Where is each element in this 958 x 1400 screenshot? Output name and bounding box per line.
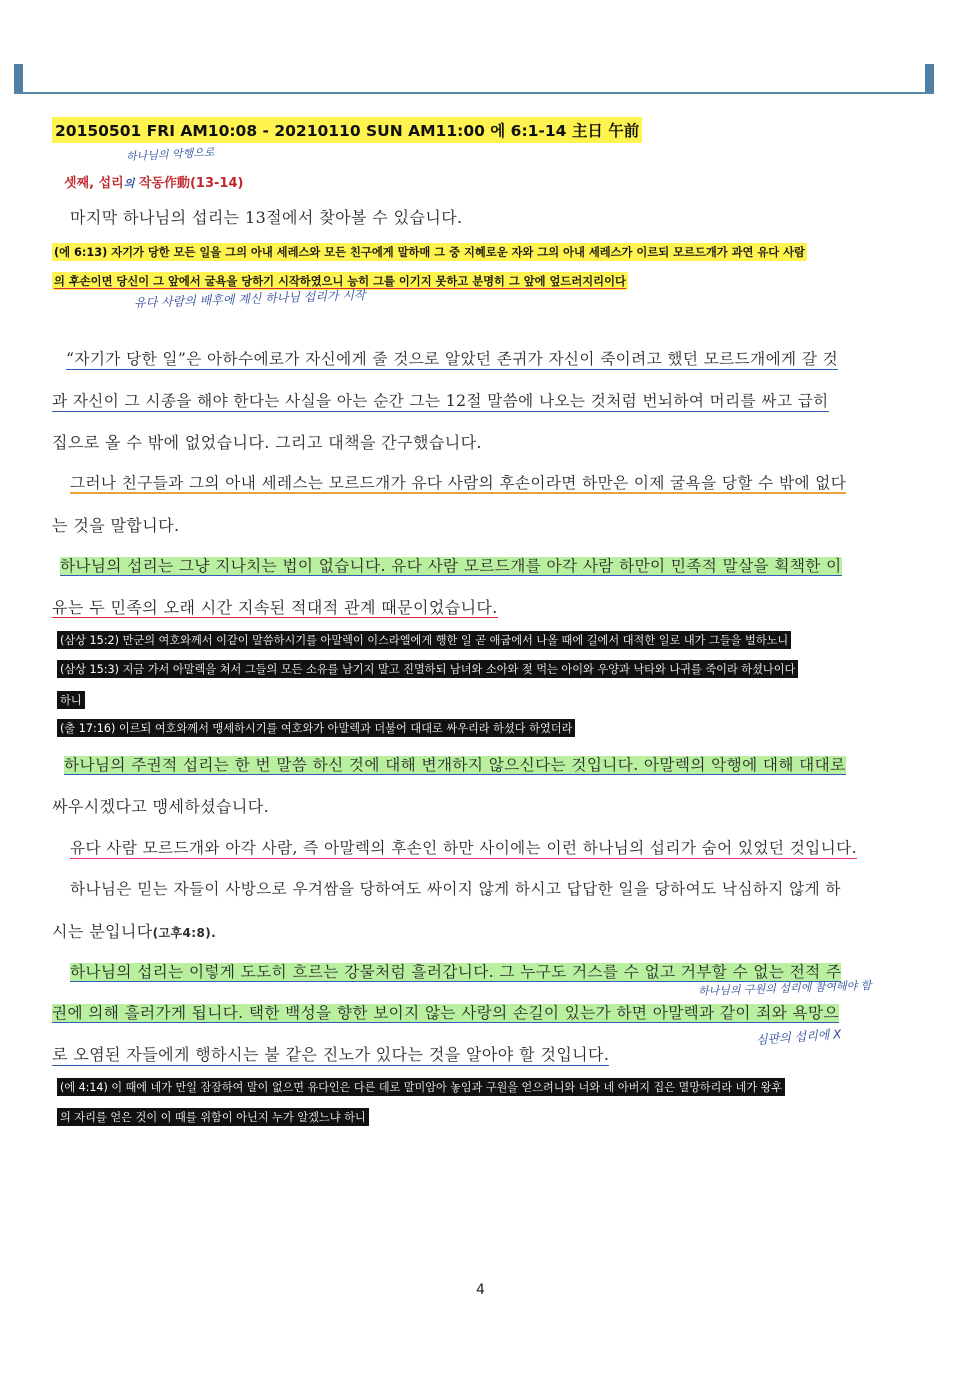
paragraph-7-ref: (고후4:8). xyxy=(152,926,217,940)
verse-esther-6-13-line1: (에 6:13) 자기가 당한 모든 일을 그의 아내 세레스와 모든 친구에게 말하매 그 중 지혜로운 자와 그의 아내 세레스가 이르되 모르드개가 과연 유다 사람 xyxy=(52,243,807,261)
paragraph-8-line3: 로 오염된 자들에게 행하시는 불 같은 진노가 있다는 것을 알아야 할 것입니다. xyxy=(52,1042,609,1066)
paragraph-4-line2-text: 유는 두 민족의 오래 시간 지속된 적대적 관계 때문이었습니다. xyxy=(52,598,498,617)
document-title: 20150501 FRI AM10:08 - 20210110 SUN AM11:00 에 6:1-14 主日 午前 xyxy=(52,117,642,143)
paragraph-6: 유다 사람 모르드개와 아각 사람, 즉 아말렉의 후손인 하만 사이에는 이런 하나님의 섭리가 숨어 있었던 것입니다. xyxy=(70,836,857,859)
paragraph-5-line1 xyxy=(64,753,846,775)
verse-1sam-15-3-end: 하니 xyxy=(57,691,85,709)
paragraph-7-line2-text: 시는 분입니다 xyxy=(52,922,153,941)
paragraph-1: 마지막 하나님의 섭리는 13절에서 찾아볼 수 있습니다. xyxy=(70,208,463,227)
paragraph-3-line2: 는 것을 말합니다. xyxy=(52,516,180,535)
section-heading-note: 의 xyxy=(123,177,135,190)
verse-exodus-17-16: (출 17:16) 이르되 여호와께서 맹세하시기를 여호와가 아말렉과 더불어 대대로 싸우리라 하셨다 하였더라 xyxy=(57,719,575,737)
header-tab-left xyxy=(14,64,23,94)
handwritten-note-3: 심판의 섭리에 X xyxy=(755,1027,842,1047)
verse-esther-4-14-line2: 의 자리를 얻은 것이 이 때를 위함이 아닌지 누가 알겠느냐 하니 xyxy=(57,1108,369,1126)
paragraph-2-line3: 집으로 올 수 밖에 없었습니다. 그리고 대책을 간구했습니다. xyxy=(52,433,482,452)
paragraph-2-line2: 과 자신이 그 시종을 해야 한다는 사실을 아는 순간 그는 12절 말씀에 나오는 것처럼 번뇌하여 머리를 싸고 급히 xyxy=(52,389,829,412)
paragraph-7-line2 xyxy=(52,919,216,942)
paragraph-8-line2 xyxy=(52,1001,839,1023)
verse-1sam-15-2: (삼상 15:2) 만군의 여호와께서 이같이 말씀하시기를 아말렉이 이스라엘에게 행한 일 곧 애굽에서 나올 때에 길에서 대적한 일로 내가 그들을 벌하노니 xyxy=(57,631,791,649)
paragraph-7-line1: 하나님은 믿는 자들이 사방으로 우겨쌈을 당하여도 싸이지 않게 하시고 답답한 일을 당하여도 낙심하지 않게 하 xyxy=(70,880,841,898)
paragraph-3-line1-text: 그러나 친구들과 그의 아내 세레스는 모르드개가 유다 사람의 후손이라면 하만은 이제 굴욕을 당할 수 밖에 없다 xyxy=(70,474,847,492)
paragraph-3-line1 xyxy=(70,471,846,493)
handwritten-note-heading: 하나님의 악행으로 xyxy=(125,145,215,164)
header-rule xyxy=(14,92,934,94)
page-number: 4 xyxy=(476,1282,485,1298)
handwritten-note-2: 하나님의 구원의 섭리에 참여해야 함 xyxy=(697,978,872,999)
verse-esther-6-13-line2-text: 의 후손이면 당신이 그 앞에서 굴욕을 당하기 시작하였으니 능히 그를 이기지 못하고 분명히 그 앞에 엎드러지리이다 xyxy=(54,275,626,288)
paragraph-5-line1-text: 하나님의 주권적 섭리는 한 번 말씀 하신 것에 대해 변개하지 않으신다는 것입니다. 아말렉의 악행에 대해 대대로 xyxy=(64,756,846,774)
paragraph-4-line2 xyxy=(52,595,498,618)
verse-esther-4-14-line1: (에 4:14) 이 때에 네가 만일 잠잠하여 말이 없으면 유다인은 다른 데로 말미암아 놓임과 구원을 얻으려니와 너와 네 아버지 집은 멸망하리라 네가 왕후 xyxy=(57,1078,785,1096)
paragraph-4-line1-text: 하나님의 섭리는 그냥 지나치는 법이 없습니다. 유다 사람 모르드개를 아각 사람 하만이 민족적 말살을 획책한 이 xyxy=(60,557,842,575)
paragraph-8-line1-text: 하나님의 섭리는 이렇게 도도히 흐르는 강물처럼 흘러갑니다. 그 누구도 거스를 수 없고 거부할 수 없는 전적 주 xyxy=(70,963,842,981)
paragraph-4-line1 xyxy=(60,554,842,576)
handwritten-note-1: 유다 사람의 배후에 계신 하나님 섭리가 시작 xyxy=(133,287,366,311)
section-heading-main: 셋째, 섭리 xyxy=(64,176,124,191)
paragraph-2-line1: “자기가 당한 일”은 아하수에로가 자신에게 줄 것으로 알았던 존귀가 자신이 죽이려고 했던 모르드개에게 갈 것 xyxy=(66,347,838,370)
paragraph-8-line1 xyxy=(70,960,841,982)
header-tab-right xyxy=(925,64,934,94)
section-heading xyxy=(64,172,243,191)
verse-1sam-15-3: (삼상 15:3) 지금 가서 아말렉을 쳐서 그들의 모든 소유를 남기지 말고 진멸하되 남녀와 소아와 젖 먹는 아이와 우양과 낙타와 나귀를 죽이라 하셨나이다 xyxy=(57,660,798,678)
paragraph-8-line2-text: 권에 의해 흘러가게 됩니다. 택한 백성을 향한 보이지 않는 사랑의 손길이 있는가 하면 아말렉과 같이 죄와 욕망으 xyxy=(52,1004,839,1022)
paragraph-5-line2: 싸우시겠다고 맹세하셨습니다. xyxy=(52,797,270,816)
section-heading-suffix: 작동作動(13-14) xyxy=(138,176,244,191)
